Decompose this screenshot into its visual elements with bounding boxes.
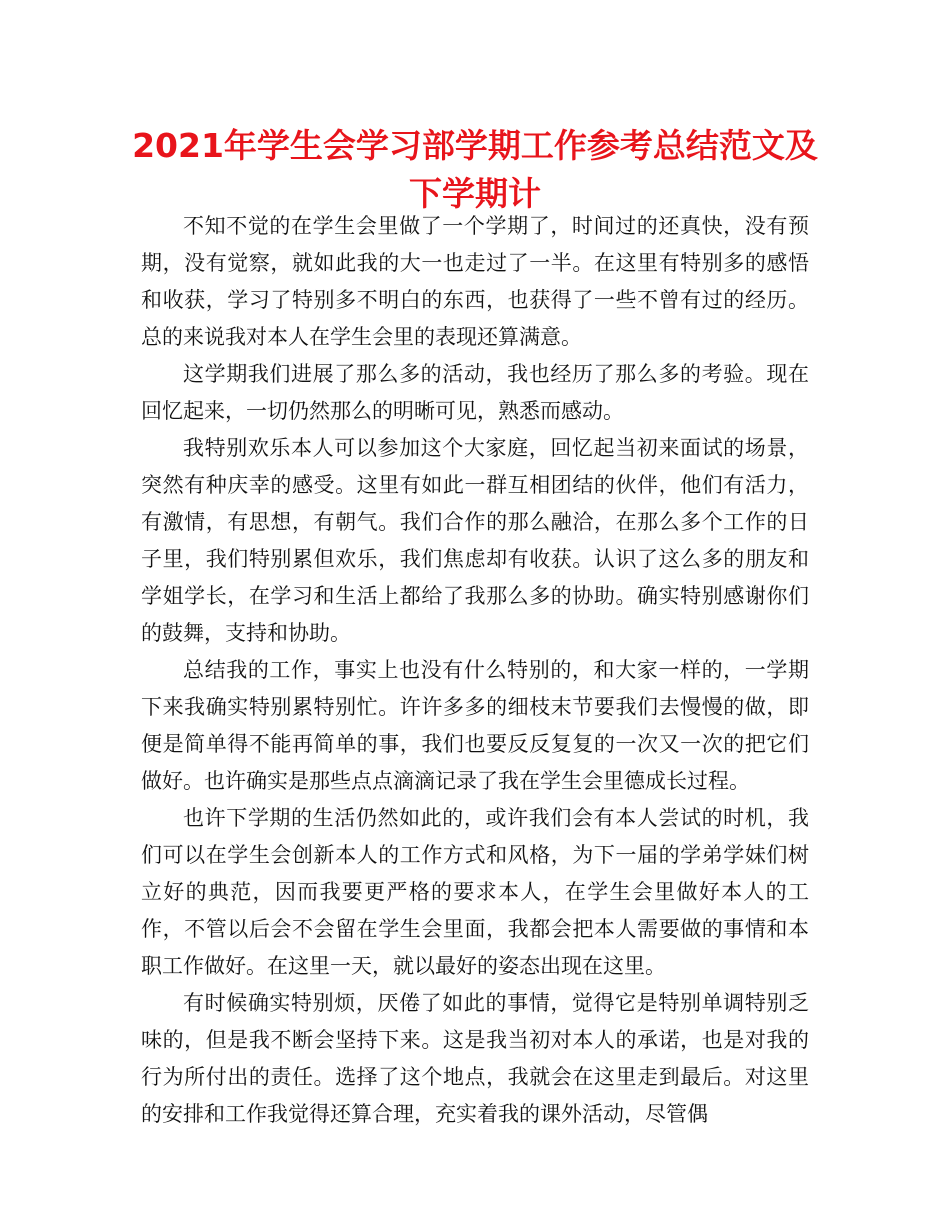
paragraph-6: 有时候确实特别烦，厌倦了如此的事情，觉得它是特别单调特别乏味的，但是我不断会坚持下来。这是我当初对本人的承诺，也是对我的行为所付出的责任。选择了这个地点，我就会在这里走到最后。对这里的安排和工作我觉得还算合理，充实着我的课外活动，尽管偶 — [141, 991, 809, 1126]
paragraph-5: 也许下学期的生活仍然如此的，或许我们会有本人尝试的时机，我们可以在学生会创新本人的工作方式和风格，为下一届的学弟学妹们树立好的典范，因而我要更严格的要求本人，在学生会里做好本人的工作，不管以后会不会留在学生会里面，我都会把本人需要做的事情和本职工作做好。在这里一天，就以最好的姿态出现在这里。 — [141, 806, 809, 978]
document-body — [141, 208, 809, 1133]
paragraph-2: 这学期我们进展了那么多的活动，我也经历了那么多的考验。现在回忆起来，一切仍然那么的明晰可见，熟悉而感动。 — [141, 362, 809, 423]
paragraph-4: 总结我的工作，事实上也没有什么特别的，和大家一样的，一学期下来我确实特别累特别忙。许许多多的细枝末节要我们去慢慢的做，即便是简单得不能再简单的事，我们也要反反复复的一次又一次的把它们做好。也许确实是那些点点滴滴记录了我在学生会里德成长过程。 — [141, 658, 809, 793]
paragraph-1: 不知不觉的在学生会里做了一个学期了，时间过的还真快，没有预期，没有觉察，就如此我的大一也走过了一半。在这里有特别多的感悟和收获，学习了特别多不明白的东西，也获得了一些不曾有过的经历。总的来说我对本人在学生会里的表现还算满意。 — [141, 214, 809, 349]
paragraph-3: 我特别欢乐本人可以参加这个大家庭，回忆起当初来面试的场景，突然有种庆幸的感受。这里有如此一群互相团结的伙伴，他们有活力，有激情，有思想，有朝气。我们合作的那么融洽，在那么多个工作的日子里，我们特别累但欢乐，我们焦虑却有收获。认识了这么多的朋友和学姐学长，在学习和生活上都给了我那么多的协助。确实特别感谢你们的鼓舞，支持和协助。 — [141, 436, 809, 645]
document-title: 2021年学生会学习部学期工作参考总结范文及下学期计 — [132, 126, 818, 213]
